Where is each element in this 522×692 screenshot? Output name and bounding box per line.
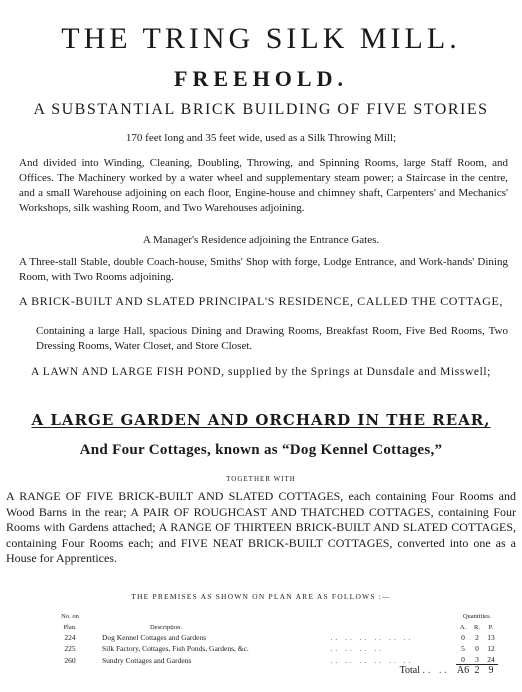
document-title: THE TRING SILK MILL. <box>61 22 461 55</box>
table-row <box>50 653 498 665</box>
total-row <box>50 665 498 677</box>
garden-heading: A LARGE GARDEN AND ORCHARD IN THE REAR, <box>31 411 491 429</box>
row-description: Silk Factory, Cottages, Fish Ponds, Gardens, &c. <box>102 644 249 653</box>
row-description: Dog Kennel Cottages and Gardens <box>102 633 207 642</box>
manager-line: A Manager's Residence adjoining the Entrance Gates. <box>142 234 380 246</box>
premises-schedule-table <box>50 609 498 676</box>
plan-number: 260 <box>64 655 76 665</box>
col-no-header: No. on <box>61 613 79 620</box>
col-plan-header: Plan. <box>63 624 77 631</box>
leader-dots: .. .. .. .. <box>330 644 385 653</box>
table-row <box>50 642 498 653</box>
roods-value: 2 <box>475 633 479 642</box>
building-subtitle: A SUBSTANTIAL BRICK BUILDING OF FIVE STORIES <box>33 101 489 118</box>
range-paragraph: A RANGE OF FIVE BRICK-BUILT AND SLATED COTTAGES, each containing Four Rooms and Wood Barns in the rear; A PAIR OF ROUGHCAST AND THATCHED COTTAGES, containing Four Rooms with Gardens attached; A RANGE OF THIRTEEN BRICK-BUILT AND SLATED COTTAGES, containing Four Rooms each; and FIVE NEAT BRICK-BUILT COTTAGES, converted into one as a House for Apprentices. <box>6 489 516 565</box>
roods-value: 3 <box>475 655 479 664</box>
schedule-header-row-2 <box>50 620 498 631</box>
leader-dots: .. .. .. .. .. .. <box>330 655 414 665</box>
acres-value: 5 <box>461 644 465 653</box>
acres-value: 0 <box>461 633 465 642</box>
premises-heading: THE PREMISES AS SHOWN ON PLAN ARE AS FOLLOWS :— <box>131 592 391 601</box>
perches-value: 12 <box>487 644 495 653</box>
tenure-heading: FREEHOLD. <box>174 66 348 91</box>
roods-value: 0 <box>475 644 479 653</box>
col-quantities-header: Quantities. <box>462 613 492 620</box>
plan-number: 225 <box>64 644 76 653</box>
acres-value: 0 <box>461 655 465 664</box>
row-description: Sundry Cottages and Gardens <box>102 655 192 665</box>
stable-paragraph: A Three-stall Stable, double Coach-house, Smiths' Shop with forge, Lodge Entrance, and Work-hands' Dining Room, with Two Rooms adjoining. <box>19 256 508 283</box>
col-description-header: Description. <box>150 624 182 631</box>
total-perches: 9 <box>484 665 498 677</box>
perches-value: 13 <box>487 633 495 642</box>
divided-paragraph: And divided into Winding, Cleaning, Doubling, Throwing, and Spinning Rooms, large Staff Room, and Offices. The Machinery worked by a water wheel and supplementary steam power; a Staircase in the centre, and a small Warehouse adjoining on each floor, Engine-house and chimney shaft, Carpenters' and Mechanics' Workshops, silk washing Room, and Two Warehouses adjoining. <box>19 157 508 214</box>
perches-value: 24 <box>487 655 495 664</box>
schedule-header-row-1 <box>50 609 498 620</box>
dimensions-line: 170 feet long and 35 feet wide, used as a Silk Throwing Mill; <box>125 132 397 144</box>
total-roods: 2 <box>470 665 484 677</box>
table-row <box>50 631 498 642</box>
leader-dots: .. .. .. .. .. .. <box>330 633 414 642</box>
cottage-rooms-paragraph: Containing a large Hall, spacious Dining and Drawing Rooms, Breakfast Room, Five Bed Rooms, Two Dressing Rooms, Water Closet, and Store Closet. <box>36 325 508 352</box>
dog-kennel-cottages-line: And Four Cottages, known as “Dog Kennel Cottages,” <box>79 442 443 458</box>
plan-number: 224 <box>64 633 76 642</box>
total-acres: A6 <box>456 665 470 676</box>
total-label: Total .. .. <box>399 665 450 676</box>
lawn-line: A LAWN AND LARGE FISH POND, supplied by the Springs at Dunsdale and Misswell; <box>31 366 491 378</box>
unit-perches: P. <box>488 624 494 631</box>
unit-roods: R. <box>474 624 480 631</box>
together-with-line: TOGETHER WITH <box>226 475 296 483</box>
principal-residence-heading: A BRICK-BUILT AND SLATED PRINCIPAL'S RESIDENCE, CALLED THE COTTAGE, <box>18 294 504 308</box>
unit-acres: A. <box>459 624 467 631</box>
